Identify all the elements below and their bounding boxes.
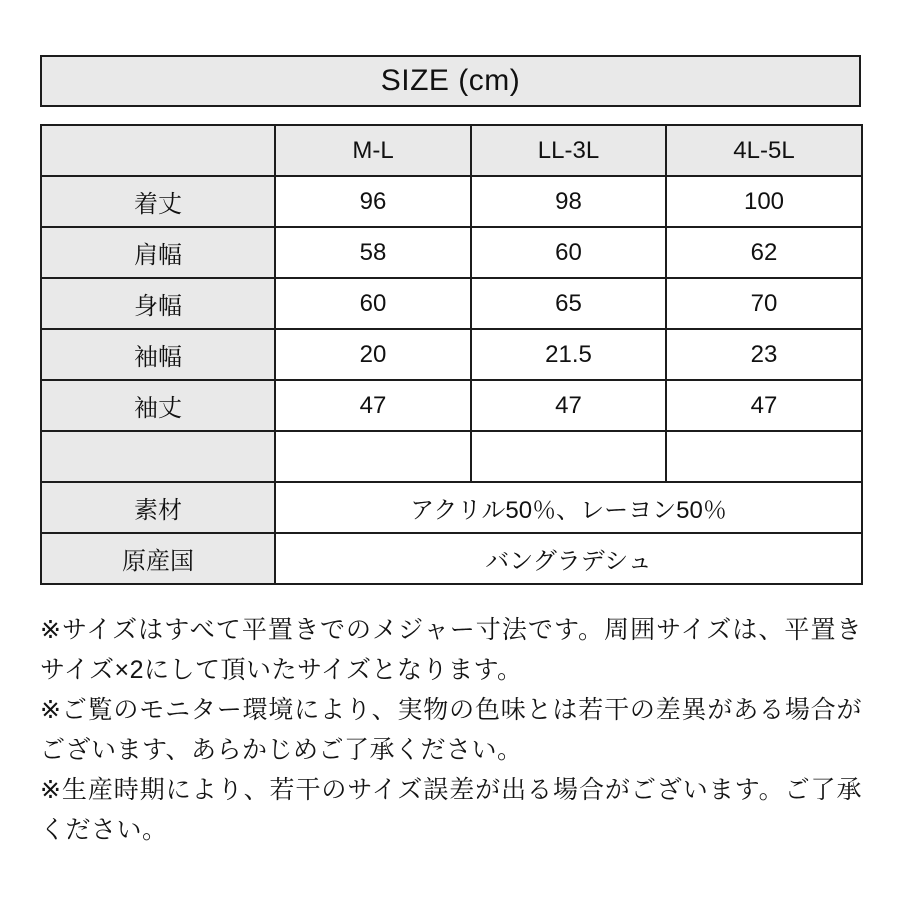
size-table [40, 124, 863, 585]
row-label-cell [41, 431, 275, 482]
table-row-empty [41, 431, 862, 482]
column-header-4l-5l: 4L-5L [666, 125, 862, 176]
size-value-cell: 60 [275, 278, 471, 329]
column-header-blank [41, 125, 275, 176]
size-value-cell: 58 [275, 227, 471, 278]
material-value-cell: アクリル50％、レーヨン50％ [275, 482, 862, 533]
row-label-cell: 身幅 [41, 278, 275, 329]
row-label-cell: 袖丈 [41, 380, 275, 431]
size-value-cell: 98 [471, 176, 666, 227]
size-value-cell: 47 [666, 380, 862, 431]
row-label-cell: 着丈 [41, 176, 275, 227]
table-row-body-width [41, 278, 862, 329]
table-row-shoulder [41, 227, 862, 278]
row-label-cell: 袖幅 [41, 329, 275, 380]
row-label-cell: 肩幅 [41, 227, 275, 278]
size-value-cell: 62 [666, 227, 862, 278]
size-value-cell: 100 [666, 176, 862, 227]
size-value-cell [275, 431, 471, 482]
size-value-cell: 21.5 [471, 329, 666, 380]
note-monitor-color: ※ご覧のモニター環境により、実物の色味とは若干の差異がある場合がございます、あらかじめご了承ください。 [40, 696, 862, 764]
table-row-length [41, 176, 862, 227]
note-production-tolerance: ※生産時期により、若干のサイズ誤差が出る場合がございます。ご了承ください。 [40, 776, 862, 844]
size-chart-title: SIZE (cm) [380, 64, 521, 97]
size-value-cell: 20 [275, 329, 471, 380]
table-row-sleeve-length [41, 380, 862, 431]
size-value-cell: 47 [275, 380, 471, 431]
size-table-header-row [41, 125, 862, 176]
size-value-cell: 47 [471, 380, 666, 431]
table-row-origin [41, 533, 862, 584]
size-value-cell [471, 431, 666, 482]
size-value-cell: 23 [666, 329, 862, 380]
size-value-cell: 65 [471, 278, 666, 329]
size-chart-title-box [40, 55, 861, 107]
column-header-m-l: M-L [275, 125, 471, 176]
origin-value-cell: バングラデシュ [275, 533, 862, 584]
table-row-sleeve-width [41, 329, 862, 380]
size-value-cell: 96 [275, 176, 471, 227]
column-header-ll-3l: LL-3L [471, 125, 666, 176]
row-label-cell: 原産国 [41, 533, 275, 584]
row-label-cell: 素材 [41, 482, 275, 533]
table-row-material [41, 482, 862, 533]
note-measurement: ※サイズはすべて平置きでのメジャー寸法です。周囲サイズは、平置きサイズ×2にして頂いたサイズとなります。 [40, 616, 862, 684]
size-value-cell: 70 [666, 278, 862, 329]
disclaimer-notes [40, 610, 862, 850]
size-value-cell: 60 [471, 227, 666, 278]
size-value-cell [666, 431, 862, 482]
